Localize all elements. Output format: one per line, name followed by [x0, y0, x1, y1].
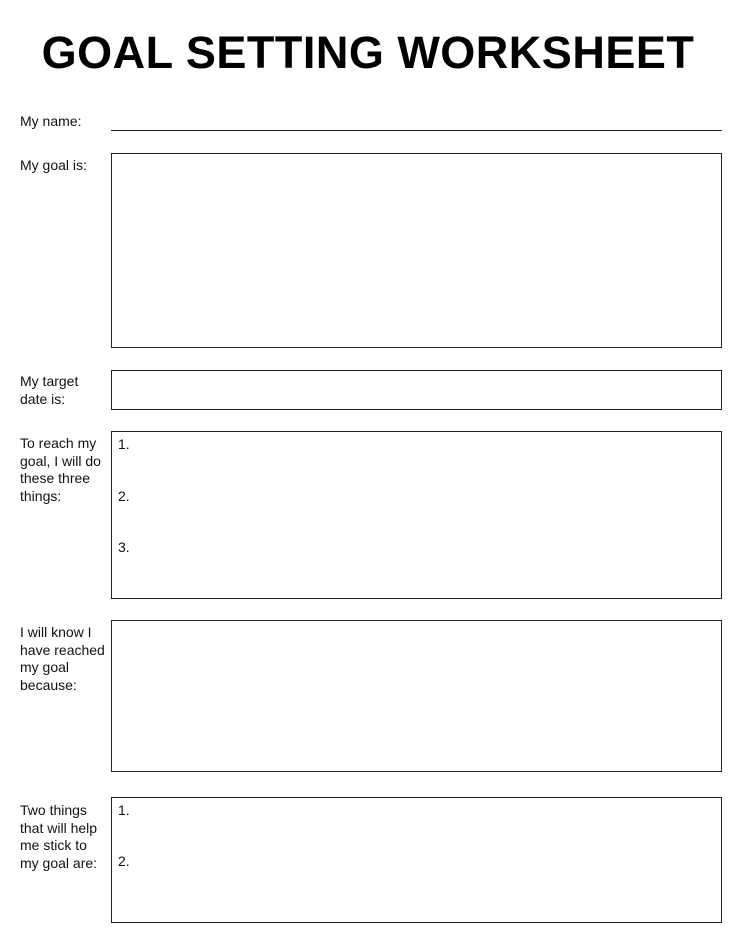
name-label: My name:	[20, 113, 82, 129]
goal-field-box[interactable]	[111, 153, 722, 348]
stick-item-number: 1.	[118, 802, 130, 818]
success-label-line: my goal	[20, 659, 70, 675]
steps-item-number: 3.	[118, 539, 130, 555]
target-date-label	[20, 373, 112, 408]
target-date-field-box[interactable]	[111, 370, 722, 410]
steps-label-line: these three	[20, 470, 91, 486]
success-label-line: I will know I	[20, 624, 92, 640]
goal-label: My goal is:	[20, 157, 87, 173]
target-date-label-line: My target	[20, 373, 79, 389]
success-field-box[interactable]	[111, 620, 722, 772]
steps-field-box[interactable]	[111, 431, 722, 599]
stick-label-line: that will help	[20, 819, 98, 836]
stick-label-line: Two things	[20, 802, 87, 818]
success-label-line: because:	[20, 676, 77, 693]
stick-field-box[interactable]	[111, 797, 722, 923]
steps-label	[20, 435, 112, 505]
stick-item-number: 2.	[118, 853, 130, 869]
target-date-label-line: date is:	[20, 390, 66, 407]
steps-label-line: things:	[20, 487, 62, 504]
worksheet-title: GOAL SETTING WORKSHEET	[41, 27, 695, 78]
success-label	[20, 624, 112, 694]
stick-label	[20, 802, 112, 872]
stick-label-line: me stick to	[20, 837, 87, 853]
steps-label-line: goal, I will do	[20, 452, 101, 469]
stick-label-line: my goal are:	[20, 854, 98, 871]
name-field-line[interactable]	[111, 130, 722, 131]
steps-item-number: 2.	[118, 488, 130, 504]
success-label-line: have reached	[20, 641, 105, 658]
steps-item-number: 1.	[118, 436, 130, 452]
steps-label-line: To reach my	[20, 435, 97, 451]
